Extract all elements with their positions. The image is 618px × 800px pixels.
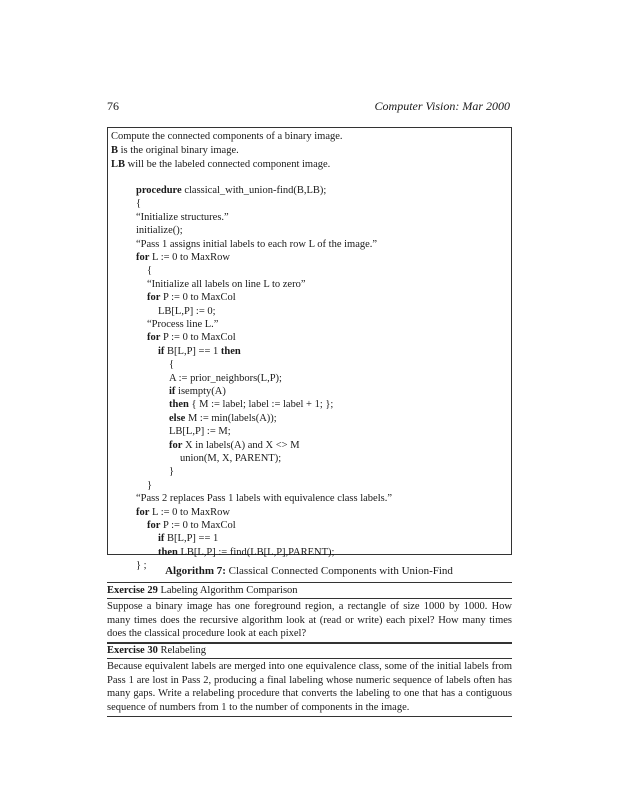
code-keyword: for bbox=[169, 439, 183, 451]
code-text: LB[L,P] := M; bbox=[169, 426, 231, 438]
code-text: LB[L,P] := find(LB[L,P],PARENT); bbox=[177, 546, 335, 558]
code-text: L := 0 to MaxRow bbox=[149, 506, 230, 518]
code-text: P := 0 to MaxCol bbox=[160, 520, 236, 531]
code-keyword: then bbox=[220, 345, 241, 357]
exercise-body: Suppose a binary image has one foreground region, a rectangle of size 1000 by 1000. How many times does the recursive algorithm look at (read or write) each pixel? How many times does the classical procedure look at each pixel? bbox=[107, 601, 512, 640]
exercise-body: Because equivalent labels are merged into one equivalence class, some of the initial labels from Pass 1 are lost in Pass 2, producing a final labeling whose numeric sequence of labels often has many gaps. Write a relabeling procedure that converts the labeling to one that has a contiguous sequence of numbers from 1 to the number of components in the image. bbox=[107, 661, 512, 713]
code-keyword: then bbox=[158, 546, 178, 558]
code-line bbox=[136, 506, 230, 519]
code-text: X in labels(A) and X <> M bbox=[182, 439, 300, 451]
code-keyword: procedure bbox=[136, 185, 182, 196]
exercise-label: Exercise 29 bbox=[107, 585, 158, 596]
code-line bbox=[169, 358, 174, 371]
code-keyword: if bbox=[158, 345, 165, 357]
code-text: “Initialize structures.” bbox=[136, 211, 229, 223]
caption-label: Algorithm 7: bbox=[165, 565, 226, 577]
code-line bbox=[169, 425, 231, 438]
exercise-heading bbox=[107, 582, 512, 599]
code-keyword: else bbox=[169, 412, 186, 424]
code-line bbox=[147, 291, 236, 304]
code-line bbox=[136, 211, 229, 224]
intro-bold: B bbox=[111, 145, 119, 156]
code-line bbox=[169, 372, 282, 385]
code-line bbox=[136, 224, 183, 237]
code-line bbox=[147, 331, 236, 344]
code-text: P := 0 to MaxCol bbox=[160, 292, 236, 304]
code-line bbox=[136, 197, 141, 210]
code-line bbox=[136, 238, 377, 251]
exercise-title: Labeling Algorithm Comparison bbox=[157, 585, 298, 596]
code-line bbox=[147, 318, 218, 331]
code-text: } ; bbox=[136, 560, 147, 572]
code-keyword: then bbox=[169, 399, 189, 411]
code-line bbox=[147, 479, 152, 492]
code-line bbox=[158, 305, 216, 318]
code-text: union(M, X, PARENT); bbox=[180, 453, 282, 464]
running-head: Computer Vision: Mar 2000 bbox=[374, 99, 510, 113]
code-text: A := prior_neighbors(L,P); bbox=[169, 372, 282, 384]
intro-line bbox=[111, 130, 343, 144]
intro-text: is the original binary image. bbox=[118, 145, 239, 156]
code-line bbox=[169, 385, 226, 398]
intro-text: will be the labeled connected component image. bbox=[125, 159, 331, 170]
code-text: isempty(A) bbox=[175, 386, 226, 397]
code-text: B[L,P] == 1 bbox=[164, 533, 219, 545]
intro-bold: LB bbox=[111, 159, 126, 170]
code-text: } bbox=[147, 479, 153, 491]
code-keyword: for bbox=[147, 520, 161, 531]
code-text: { bbox=[147, 265, 153, 277]
code-text: “Initialize all labels on line L to zero” bbox=[147, 278, 306, 290]
code-line bbox=[136, 184, 326, 197]
code-text: LB[L,P] := 0; bbox=[158, 305, 216, 317]
code-line bbox=[169, 412, 277, 425]
exercise-rule bbox=[107, 716, 512, 717]
code-line bbox=[147, 519, 236, 532]
code-line bbox=[158, 345, 241, 358]
code-keyword: for bbox=[147, 332, 161, 344]
exercise-label: Exercise 30 bbox=[107, 645, 158, 656]
code-text: M := min(labels(A)); bbox=[185, 412, 277, 424]
code-text: “Pass 1 assigns initial labels to each row L of the image.” bbox=[136, 238, 378, 250]
code-line bbox=[169, 465, 174, 478]
code-keyword: if bbox=[169, 386, 176, 397]
intro-text: Compute the connected components of a binary image. bbox=[111, 131, 343, 142]
code-line bbox=[180, 452, 281, 465]
code-line bbox=[136, 492, 392, 505]
code-text: { bbox=[169, 359, 175, 371]
code-text: “Process line L.” bbox=[147, 319, 219, 330]
code-keyword: for bbox=[136, 252, 150, 263]
code-text: B[L,P] == 1 bbox=[164, 345, 221, 357]
code-text: “Pass 2 replaces Pass 1 labels with equivalence class labels.” bbox=[136, 493, 393, 505]
code-line bbox=[169, 439, 300, 452]
code-line bbox=[158, 532, 218, 545]
code-text: classical_with_union-find(B,LB); bbox=[181, 185, 327, 196]
algorithm-intro bbox=[111, 130, 343, 172]
page-number: 76 bbox=[107, 99, 119, 113]
code-line bbox=[147, 264, 152, 277]
code-text: { bbox=[136, 198, 142, 210]
exercise-29 bbox=[107, 582, 512, 644]
intro-line bbox=[111, 158, 343, 172]
algorithm-caption bbox=[0, 565, 618, 577]
code-text: { M := label; label := label + 1; }; bbox=[188, 399, 334, 411]
code-line bbox=[147, 278, 306, 291]
code-text: L := 0 to MaxRow bbox=[149, 252, 230, 263]
code-text: P := 0 to MaxCol bbox=[160, 332, 236, 344]
code-line bbox=[158, 546, 334, 559]
code-keyword: for bbox=[147, 292, 161, 304]
exercise-heading bbox=[107, 642, 512, 659]
code-text: initialize(); bbox=[136, 225, 183, 237]
code-text: } bbox=[169, 466, 175, 478]
exercise-title: Relabeling bbox=[157, 645, 206, 656]
code-line bbox=[136, 251, 230, 264]
code-keyword: for bbox=[136, 506, 150, 518]
exercise-30 bbox=[107, 642, 512, 717]
caption-text: Classical Connected Components with Union-Find bbox=[225, 565, 453, 577]
code-line bbox=[169, 398, 333, 411]
intro-line bbox=[111, 144, 343, 158]
code-keyword: if bbox=[158, 533, 165, 545]
